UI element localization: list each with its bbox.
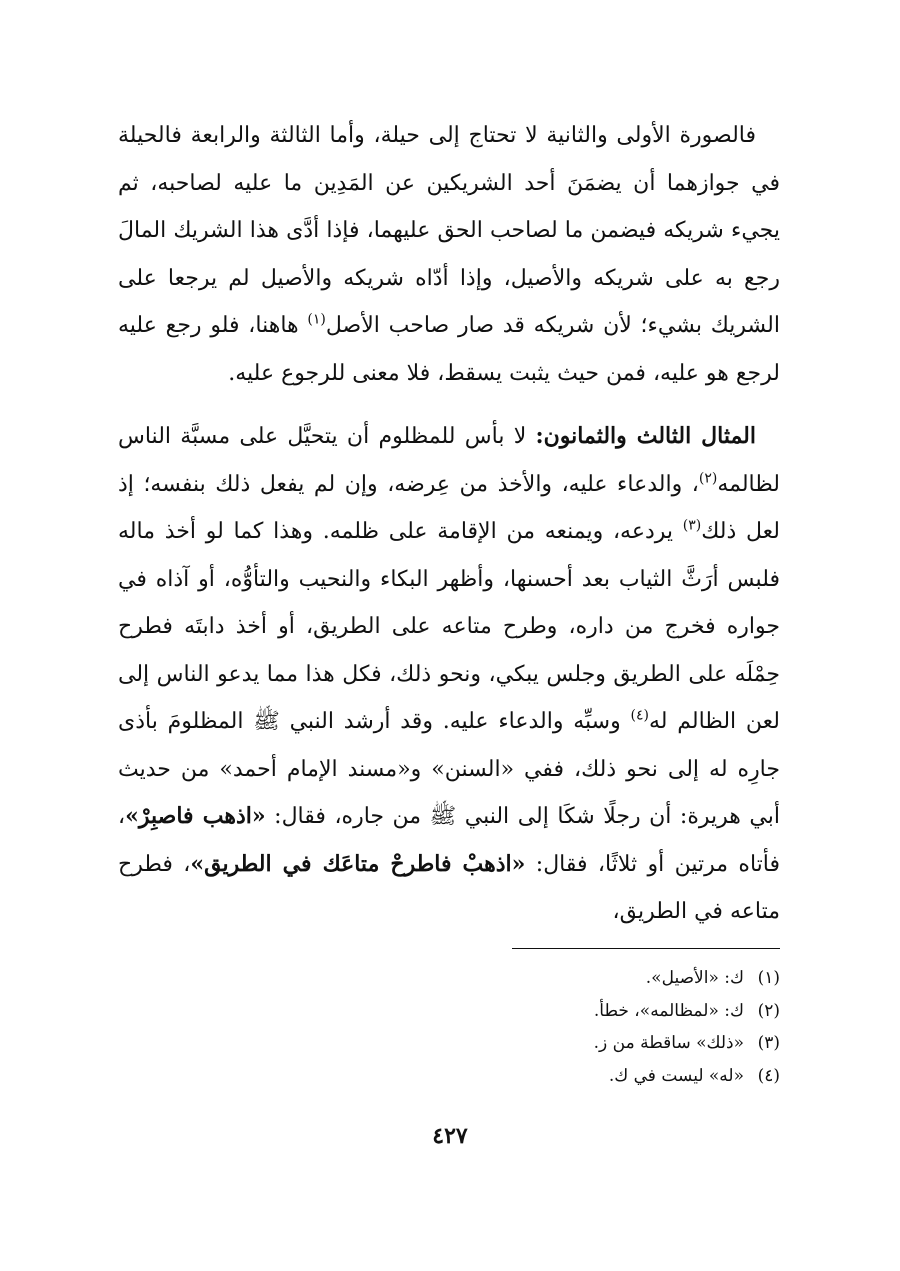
footnote-text: ك: «لمظالمه»، خطأ.	[593, 1000, 744, 1021]
footnote-number: (٣)	[757, 1033, 780, 1053]
footnote-item	[200, 962, 780, 995]
paragraph-2-text: يردعه، ويمنعه من الإقامة على ظلمه. وهذا كما لو أخذ ماله فلبس أرَثَّ الثياب بعد أحسنها، وأظهر البكاء والنحيب والتأوُّه، أو آذاه في جواره فخرج من داره، وطرح متاعه على الطريق، أو أخذ دابتَه فطرح حِمْلَه على الطريق وجلس يبكي، ونحو ذلك، فكل هذا مما يدعو الناس إلى لعن الظالم له	[118, 519, 781, 734]
paragraph-1	[118, 112, 780, 397]
paragraph-1-text: هاهنا، فلو رجع عليه لرجع هو عليه، فمن حيث يثبت يسقط، فلا معنى للرجوع عليه.	[118, 313, 780, 386]
footnote-text: «ذلك» ساقطة من ز.	[593, 1033, 744, 1053]
footnote-item	[200, 1060, 780, 1093]
footnote-item	[200, 995, 780, 1028]
section-heading: المثال الثالث والثمانون:	[535, 423, 756, 449]
footnote-ref-1: (١)	[307, 311, 326, 328]
paragraph-1-text: فالصورة الأولى والثانية لا تحتاج إلى حيلة، وأما الثالثة والرابعة فالحيلة في جوازهما أن يضمَنَ أحد الشريكين عن المَدِين ما عليه لصاحبه، ثم يجيء شريكه فيضمن ما لصاحب الحق عليهما، فإذا أدَّى هذا الشريك المالَ رجع به على شريكه والأصيل، وإذا أدّاه شريكه والأصيل لم يرجعا على الشريك بشيء؛ لأن شريكه قد صار صاحب الأصل	[118, 123, 780, 338]
footnote-number: (٤)	[757, 1065, 780, 1086]
hadith-quote: «اذهبْ فاطرحْ متاعَك في الطريق»	[190, 850, 526, 877]
footnote-ref-4: (٤)	[630, 707, 649, 724]
paragraph-2	[118, 413, 780, 936]
footnotes-list	[200, 962, 780, 1092]
paragraph-2-text: لا بأس للمظلوم أن يتحيَّل على مسبَّة الناس لظالمه	[118, 424, 780, 497]
footnote-item	[200, 1027, 780, 1060]
footnote-ref-3: (٣)	[682, 517, 702, 534]
footnote-number: (١)	[757, 968, 780, 988]
footnote-ref-2: (٢)	[698, 470, 718, 487]
paragraph-2-text: ، فأتاه مرتين أو ثلاثًا، فقال:	[118, 804, 780, 877]
footnote-number: (٢)	[757, 1000, 780, 1021]
footnote-text: ك: «الأصيل».	[645, 968, 744, 988]
hadith-quote: «اذهب فاصبِرْ»	[125, 803, 266, 829]
main-text	[118, 112, 780, 936]
paragraph-2-text: وسبِّه والدعاء عليه. وقد أرشد النبي ﷺ المظلومَ بأذى جارِه له إلى نحو ذلك، ففي «السنن» و«مسند الإمام أحمد» من حديث أبي هريرة: أن رجلًا شكَا إلى النبي ﷺ من جاره، فقال:	[118, 709, 780, 829]
page-number: ٤٢٧	[432, 1123, 468, 1149]
paragraph-2-text: ، فطرح متاعه في الطريق،	[118, 851, 780, 924]
paragraph-2-text: ، والدعاء عليه، والأخذ من عِرضه، وإن لم يفعل ذلك بنفسه؛ إذ لعل ذلك	[118, 471, 780, 544]
footnote-text: «له» ليست في ك.	[608, 1065, 744, 1086]
footnote-divider	[512, 948, 780, 949]
